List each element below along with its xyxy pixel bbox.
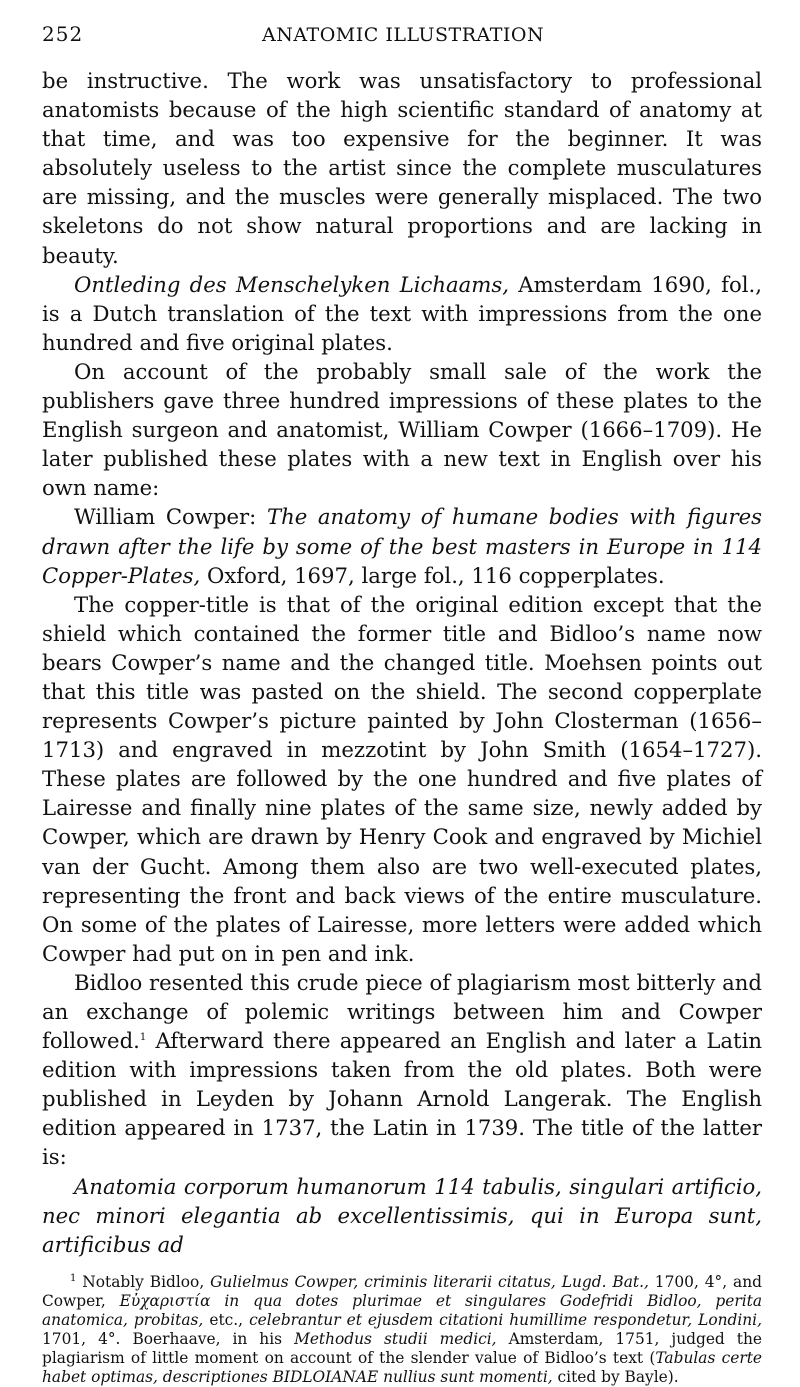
paragraph-3 xyxy=(42,357,762,502)
paragraph-1 xyxy=(42,66,762,270)
footnote-text: Notably Bidloo, xyxy=(76,1272,211,1291)
footnote-text: etc., xyxy=(203,1310,250,1329)
paragraph-2 xyxy=(42,270,762,357)
footnote-italic: Tabulas certe habet optimas, descriptiones BIDLOIANAE nullius sunt momenti, xyxy=(42,1348,762,1386)
dutch-title: Ontleding des Menschelyken Lichaams, xyxy=(74,271,510,297)
footnote-mark: 1 xyxy=(70,1272,77,1284)
paragraph-7 xyxy=(42,1172,762,1259)
paragraph-6-text-a: Bidloo resented this crude piece of plagiarism most bitterly and an exchange of polemic writings between him and Cowper followed. xyxy=(42,969,762,1054)
paragraph-4 xyxy=(42,502,762,589)
cowper-author: William Cowper: xyxy=(74,504,267,530)
paragraph-2-text: Amsterdam 1690, fol., is a Dutch translation of the text with impressions from the one hundred and five original plates. xyxy=(42,271,762,355)
footnote-reference: 1 xyxy=(139,1032,147,1044)
page-number: 252 xyxy=(42,22,84,46)
footnote-text: Amsterdam, 1751, judged the plagiarism of little moment on account of the slender value of Bidloo’s text ( xyxy=(42,1329,762,1367)
paragraph-4-text: Oxford, 1697, large fol., 116 copperplates. xyxy=(200,562,665,588)
footnote-text: 1701, 4°. Boerhaave, in his xyxy=(42,1329,295,1348)
footnote-italic: Εὐχαριστία in qua dotes plurimae et singulares Godefridi Bidloo, perita anatomica, probitas, xyxy=(42,1291,762,1329)
paragraph-6-text-b: Afterward there appeared an English and later a Latin edition with impressions taken from the old plates. Both were published in Leyden by Johann Arnold Langerak. The English edition appeared in 1737, the Latin in 1739. The title of the latter is: xyxy=(42,1028,762,1170)
paragraph-1-text: be instructive. The work was unsatisfactory to professional anatomists because of the high scientific standard of anatomy at that time, and was too expensive for the beginner. It was absolutely useless to the artist since the complete musculatures are missing, and the muscles were generally misplaced. The two skeletons do not show natural proportions and are lacking in beauty. xyxy=(42,68,762,268)
footnote-1 xyxy=(42,1273,762,1387)
paragraph-5-text: The copper-title is that of the original edition except that the shield which contained the former title and Bidloo’s name now bears Cowper’s name and the changed title. Moehsen points out that this title was pasted on the shield. The second copperplate represents Cowper’s picture painted by John Closterman (1656–1713) and engraved in mezzotint by John Smith (1654–1727). These plates are followed by the one hundred and five plates of Lairesse and finally nine plates of the same size, newly added by Cowper, which are drawn by Henry Cook and engraved by Michiel van der Gucht. Among them also are two well-executed plates, representing the front and back views of the entire musculature. On some of the plates of Lairesse, more letters were added which Cowper had put on in pen and ink. xyxy=(42,591,762,966)
paragraph-5 xyxy=(42,590,762,968)
footnotes xyxy=(42,1273,762,1387)
body-text xyxy=(42,66,762,1259)
footnote-text: cited by Bayle). xyxy=(552,1367,679,1386)
paragraph-6 xyxy=(42,968,762,1172)
latin-title: Anatomia corporum humanorum 114 tabulis, singulari artificio, nec minori elegantia ab excellentissimis, qui in Europa sunt, artificibus ad xyxy=(42,1173,762,1257)
footnote-italic: Methodus studii medici, xyxy=(294,1329,497,1348)
footnote-italic: Gulielmus Cowper, criminis literarii citatus, Lugd. Bat., xyxy=(210,1272,649,1291)
running-head: ANATOMIC ILLUSTRATION xyxy=(262,24,545,46)
footnote-italic: celebrantur et ejusdem citationi humillime respondetur, Londini, xyxy=(249,1310,763,1329)
footnote-text: 1700, 4°, and Cowper, xyxy=(42,1272,762,1310)
page-header xyxy=(42,22,762,56)
cowper-title: The anatomy of humane bodies with figures drawn after the life by some of the best masters in Europe in 114 Copper-Plates, xyxy=(42,504,762,588)
paragraph-3-text: On account of the probably small sale of the work the publishers gave three hundred impressions of these plates to the English surgeon and anatomist, William Cowper (1666–1709). He later published these plates with a new text in English over his own name: xyxy=(42,358,762,501)
